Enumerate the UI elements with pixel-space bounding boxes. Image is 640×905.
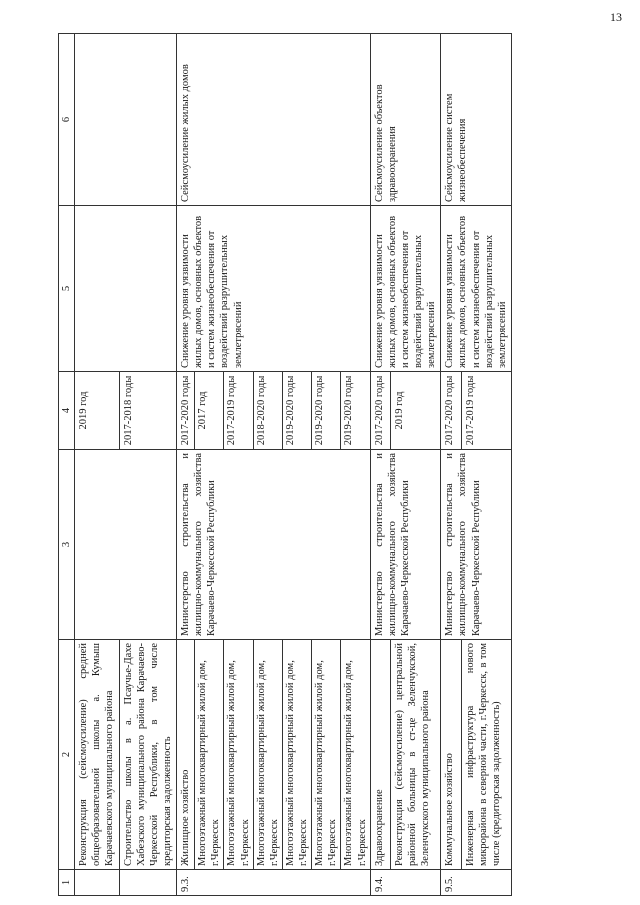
cell-result: Снижение уровня уязвимости жилых домов, основных объектов и систем жизнеобеспечения от воздействий разрушительных землетрясений <box>177 206 371 372</box>
cell-num: 9.4. <box>370 870 441 896</box>
cell-num: 9.3. <box>177 870 371 896</box>
cell-executor: Министерство строительства и жилищно-коммунального хозяйства Карачаево-Черкесской Республики <box>441 450 512 640</box>
cell-period: 2017-2019 годы <box>461 372 511 450</box>
cell-period: 2017-2020 годы <box>370 372 390 450</box>
cell-name: Многоэтажный многоквартирный жилой дом, г.Черкесск <box>195 640 224 870</box>
cell-period: 2019-2020 годы <box>341 372 370 450</box>
cell-direction: Сейсмоусиление систем жизнеобеспечения <box>441 34 512 206</box>
cell-name: Инженерная инфраструктура нового микрорайона в северной части, г.Черкесск, в том числе (кредиторская задолженность) <box>461 640 511 870</box>
cell-result: Снижение уровня уязвимости жилых домов, основных объектов и систем жизнеобеспечения от воздействий разрушительных землетрясений <box>370 206 441 372</box>
cell-period: 2019-2020 годы <box>282 372 311 450</box>
cell-direction: Сейсмоусиление объектов здравоохранения <box>370 34 441 206</box>
cell-name: Многоэтажный многоквартирный жилой дом, г.Черкесск <box>282 640 311 870</box>
cell-name: Жилищное хозяйство <box>177 640 195 870</box>
cell-executor: Министерство строительства и жилищно-коммунального хозяйства Карачаево-Черкесской Республики <box>177 450 371 640</box>
cell-period: 2017-2018 годы <box>119 372 177 450</box>
cell-result: Снижение уровня уязвимости жилых домов, основных объектов и систем жизнеобеспечения от воздействий разрушительных землетрясений <box>441 206 512 372</box>
cell-executor <box>75 450 177 640</box>
program-table <box>58 33 512 896</box>
cell-name: Реконструкция (сейсмоусиление) средней общеобразовательной школы а. Кумыш Карачаевского муниципального района <box>75 640 119 870</box>
cell-num: 9.5. <box>441 870 512 896</box>
rotated-page <box>58 34 630 896</box>
cell-name: Многоэтажный многоквартирный жилой дом, г.Черкесск <box>224 640 253 870</box>
cell-period: 2019-2020 годы <box>312 372 341 450</box>
cell-name: Многоэтажный многоквартирный жилой дом, г.Черкесск <box>312 640 341 870</box>
cell-period: 2018-2020 годы <box>253 372 282 450</box>
table-row <box>75 34 119 896</box>
cell-period: 2017-2019 годы <box>224 372 253 450</box>
cell-name: Многоэтажный многоквартирный жилой дом, г.Черкесск <box>341 640 370 870</box>
cell-num <box>119 870 177 896</box>
cell-period: 2019 год <box>391 372 441 450</box>
cell-period: 2017 год <box>195 372 224 450</box>
table-row <box>441 34 461 896</box>
cell-direction: Сейсмоусиление жилых домов <box>177 34 371 206</box>
cell-name: Многоэтажный многоквартирный жилой дом, г.Черкесск <box>253 640 282 870</box>
cell-name: Реконструкция (сейсмоусиление) центральной районной больницы в ст-це Зеленчукской, Зеленчукского муниципального района <box>391 640 441 870</box>
col-header: 5 <box>59 206 75 372</box>
cell-period: 2017-2020 годы <box>177 372 195 450</box>
cell-direction <box>75 34 177 206</box>
cell-num <box>75 870 119 896</box>
cell-executor: Министерство строительства и жилищно-коммунального хозяйства Карачаево-Черкесской Республики <box>370 450 441 640</box>
table-row <box>370 34 390 896</box>
cell-name: Коммунальное хозяйство <box>441 640 461 870</box>
col-header: 6 <box>59 34 75 206</box>
table-row <box>177 34 195 896</box>
col-header: 3 <box>59 450 75 640</box>
page-number: 13 <box>610 10 622 24</box>
cell-name: Здравоохранение <box>370 640 390 870</box>
cell-period: 2019 год <box>75 372 119 450</box>
cell-period: 2017-2020 годы <box>441 372 461 450</box>
cell-name: Строительство школы в а. Псаучье-Дахе Хабезского муниципального района Карачаево-Черкесской Республики, в том числе кредиторская задолженность <box>119 640 177 870</box>
col-header: 2 <box>59 640 75 870</box>
cell-result <box>75 206 177 372</box>
col-header: 4 <box>59 372 75 450</box>
header-row <box>59 34 75 896</box>
col-header: 1 <box>59 870 75 896</box>
